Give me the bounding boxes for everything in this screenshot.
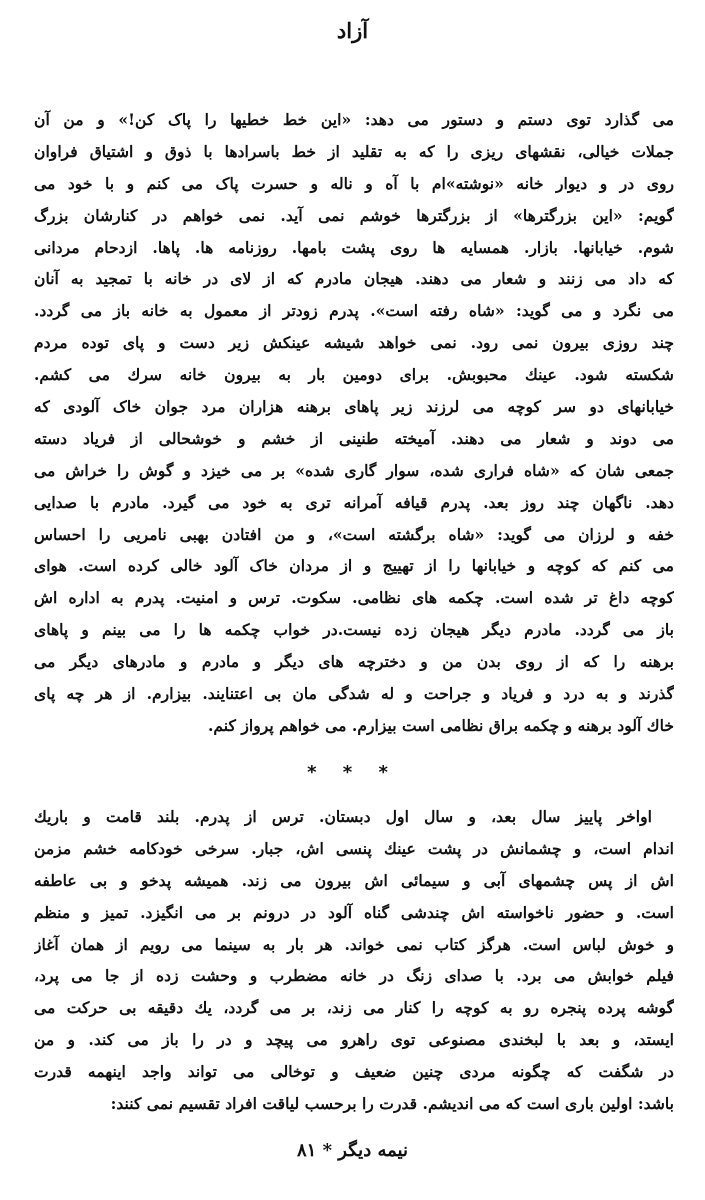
text-line: خفه و لرزان می گوید: «شاه برگشته است»، و من افتادن بهبی نامریی را احساس xyxy=(34,524,674,544)
text-line: که داد می زنند و شعار می دهند. هیجان مادرم که از لای در خانه با تمجید به آنان xyxy=(34,269,674,289)
section-separator: * * * xyxy=(307,762,398,783)
text-line: فیلم خوابش می برد. با صدای زنگ در خانه مضطرب و وحشت زده از جا می پرد، xyxy=(34,966,674,986)
text-line: گوشه پرده پنجره رو به کوچه را کنار می زند، بر می گردد، یك دقیقه بی حرکت می xyxy=(34,998,674,1018)
text-line: برهنه را که از روی بدن من و دخترچه های دیگر و مادرم و مادرهای دیگر می xyxy=(34,652,674,672)
text-line: جملات خیالی، نقشهای ریزی را که به تقلید از خط باسرادها با ذوق و اشتیاق فراوان xyxy=(34,141,674,161)
text-line: است. و حضور ناخواسته اش چندشی گناه آلود در درونم بر می انگیزد. تمیز و منظم xyxy=(34,902,674,922)
page-footer: نیمه دیگر * ۸۱ xyxy=(297,1140,408,1161)
paragraph-1 xyxy=(34,104,674,742)
text-line: خاك آلود برهنه و چکمه براق نظامی است بیزارم. می خواهم پرواز کنم. xyxy=(207,715,674,735)
text-line: در شگفت که چگونه مردی چنین ضعیف و توخالی می تواند واجد اینهمه قدرت xyxy=(34,1062,674,1082)
paragraph-2 xyxy=(34,801,674,1120)
text-line: اواخر پاییز سال بعد، و سال اول دبستان. ترس از پدرم. بلند قامت و باریك xyxy=(34,807,652,826)
running-header: آزاد xyxy=(336,18,369,43)
text-line: می دوند و شعار می دهند. آمیخته طنینی از خشم و خوشحالی از فریاد دسته xyxy=(34,428,674,448)
text-line: دهد. ناگهان چند روز بعد. پدرم قیافه آمرانه تری به خود می گیرد. مادرم با صدایی xyxy=(34,492,674,512)
text-line: گویم: «این بزرگترها» از بزرگترها خوشم نمی آید. نمی خواهم در کنارشان بزرگ xyxy=(34,205,674,225)
text-line: گذرند و به درد و فریاد و جراحت و له شدگی مان بی اعتنایند. بیزارم. از هر چه پای xyxy=(34,684,674,704)
text-line: اش از پس چشمهای آبی و سیمائی اش بیرون می زند. همیشه پدخو و بی عاطفه xyxy=(34,870,674,890)
text-line: می گذارد توی دستم و دستور می دهد: «این خط خطیها را پاک کن!» و من آن xyxy=(34,110,674,129)
text-line: جمعی شان که «شاه فراری شده، سوار گاری شده» بر می خیزد و گوش را خراش می xyxy=(34,460,674,480)
text-line: باشد: اولین باری است که می اندیشم. قدرت را برحسب لیاقت افراد تقسیم نمی کنند: xyxy=(110,1094,674,1114)
text-line: شوم. خیابانها. بازار. همسایه ها روی پشت بامها. روزنامه ها. پاها. ازدحام مردانی xyxy=(34,237,674,257)
text-line: اندام است، و چشمانش در پشت عینك پنسی اش، جبار. سرخی خودکامه خشم مزمن xyxy=(34,838,674,858)
text-line: باز می گردد. مادرم دیگر هیجان زده نیست.در خواب چکمه ها را می بینم و پاهای xyxy=(34,620,674,640)
text-line: می کنم که کوچه و خیابانها را از تهییج و از مردان خاک آلود خالی کرده است. هوای xyxy=(34,556,674,576)
text-line: کوچه داغ تر شده است. چکمه های نظامی. سکوت. ترس و امنیت. پدرم به اداره اش xyxy=(34,588,674,608)
text-line: ایستد، و بعد با لبخندی مصنوعی توی راهرو می پیچد و در را باز می کند. و من xyxy=(34,1030,674,1050)
text-line: می نگرد و می گوید: «شاه رفته است». پدرم زودتر از معمول به خانه باز می گردد. xyxy=(34,301,674,321)
text-line: شکسته شود. عینك محبوبش. برای دومین بار به بیرون خانه سرك می کشم. xyxy=(34,365,674,385)
text-line: و خوش لباس است. هرگز کتاب نمی خواند. هر بار به سینما می رویم از همان آغاز xyxy=(34,934,674,954)
text-line: چند روزی بیرون نمی رود. نمی خواهد شیشه عینکش زیر دست و پای توده مردم xyxy=(34,333,674,353)
text-line: روی در و دیوار خانه «نوشته»ام با آه و ناله و حسرت پاک می کنم و با خود می xyxy=(34,173,674,193)
text-line: خیابانهای دو سر کوچه می لرزند زیر پاهای برهنه هزاران مرد جوان خاک آلودی که xyxy=(34,397,674,417)
